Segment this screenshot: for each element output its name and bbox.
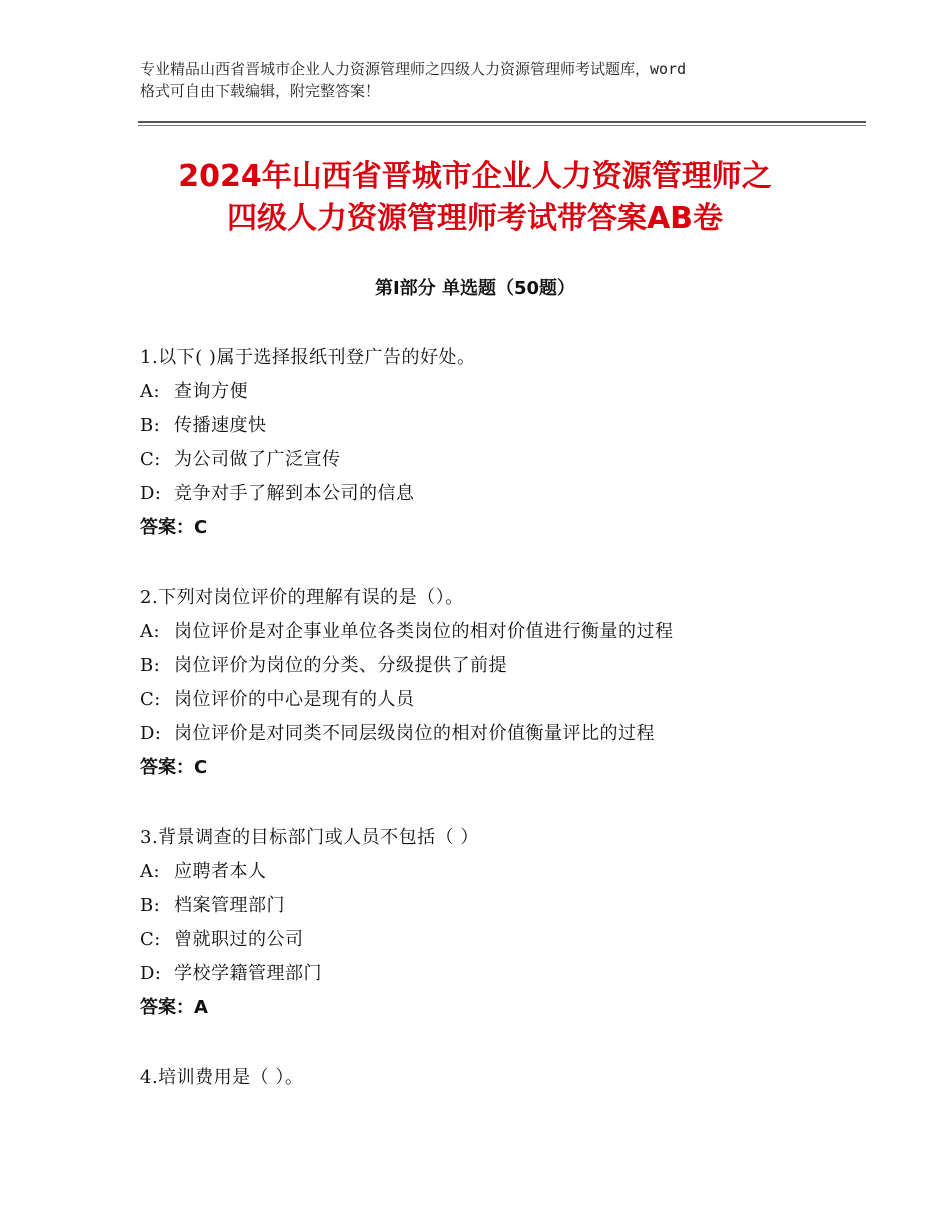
option-text: 为公司做了广泛宣传 xyxy=(174,449,341,470)
option-key: B: xyxy=(140,415,161,436)
option-a xyxy=(140,615,840,649)
option-text: 岗位评价的中心是现有的人员 xyxy=(174,689,415,710)
option-key: D: xyxy=(140,723,162,744)
question-4 xyxy=(140,1061,840,1095)
header-note-line-2: 格式可自由下载编辑，附完整答案！ xyxy=(140,82,381,100)
section-heading: 第Ⅰ部分 单选题（50题） xyxy=(374,278,575,299)
option-d xyxy=(140,717,840,751)
option-key: A: xyxy=(140,621,161,642)
option-text: 岗位评价是对同类不同层级岗位的相对价值衡量评比的过程 xyxy=(174,723,655,744)
option-text: 传播速度快 xyxy=(174,415,267,436)
option-key: A: xyxy=(140,381,161,402)
document-title xyxy=(100,156,850,240)
option-c xyxy=(140,923,840,957)
option-a xyxy=(140,855,840,889)
option-key: D: xyxy=(140,963,162,984)
option-key: A: xyxy=(140,861,161,882)
option-text: 档案管理部门 xyxy=(174,895,285,916)
option-text: 岗位评价是对企事业单位各类岗位的相对价值进行衡量的过程 xyxy=(174,621,674,642)
option-b xyxy=(140,649,840,683)
question-3 xyxy=(140,821,840,1025)
answer: 答案：A xyxy=(140,997,208,1018)
answer: 答案：C xyxy=(140,757,208,778)
question-stem: 1.以下( )属于选择报纸刊登广告的好处。 xyxy=(140,347,476,368)
option-key: C: xyxy=(140,449,161,470)
question-stem: 2.下列对岗位评价的理解有误的是（）。 xyxy=(140,587,464,608)
header-note-line-1: 专业精品山西省晋城市企业人力资源管理师之四级人力资源管理师考试题库，word xyxy=(140,60,687,78)
option-d xyxy=(140,957,840,991)
question-1 xyxy=(140,341,840,545)
option-a xyxy=(140,375,840,409)
option-text: 曾就职过的公司 xyxy=(174,929,304,950)
option-key: C: xyxy=(140,929,161,950)
option-b xyxy=(140,889,840,923)
question-stem: 4.培训费用是（ ）。 xyxy=(140,1067,304,1088)
answer: 答案：C xyxy=(140,517,208,538)
option-text: 查询方便 xyxy=(174,381,248,402)
header-note xyxy=(140,58,830,102)
question-2 xyxy=(140,581,840,785)
document-title-line-2: 四级人力资源管理师考试带答案AB卷 xyxy=(226,201,724,236)
option-key: D: xyxy=(140,483,162,504)
header-divider-thick xyxy=(138,121,866,123)
question-stem: 3.背景调查的目标部门或人员不包括（ ） xyxy=(140,827,479,848)
option-key: C: xyxy=(140,689,161,710)
option-text: 学校学籍管理部门 xyxy=(174,963,322,984)
option-b xyxy=(140,409,840,443)
question-list xyxy=(140,341,840,1131)
option-c xyxy=(140,443,840,477)
option-text: 竞争对手了解到本公司的信息 xyxy=(174,483,415,504)
header-divider-thin xyxy=(138,125,866,126)
document-title-line-1: 2024年山西省晋城市企业人力资源管理师之 xyxy=(178,159,772,194)
option-c xyxy=(140,683,840,717)
option-text: 岗位评价为岗位的分类、分级提供了前提 xyxy=(174,655,507,676)
option-d xyxy=(140,477,840,511)
option-key: B: xyxy=(140,895,161,916)
option-text: 应聘者本人 xyxy=(174,861,267,882)
option-key: B: xyxy=(140,655,161,676)
